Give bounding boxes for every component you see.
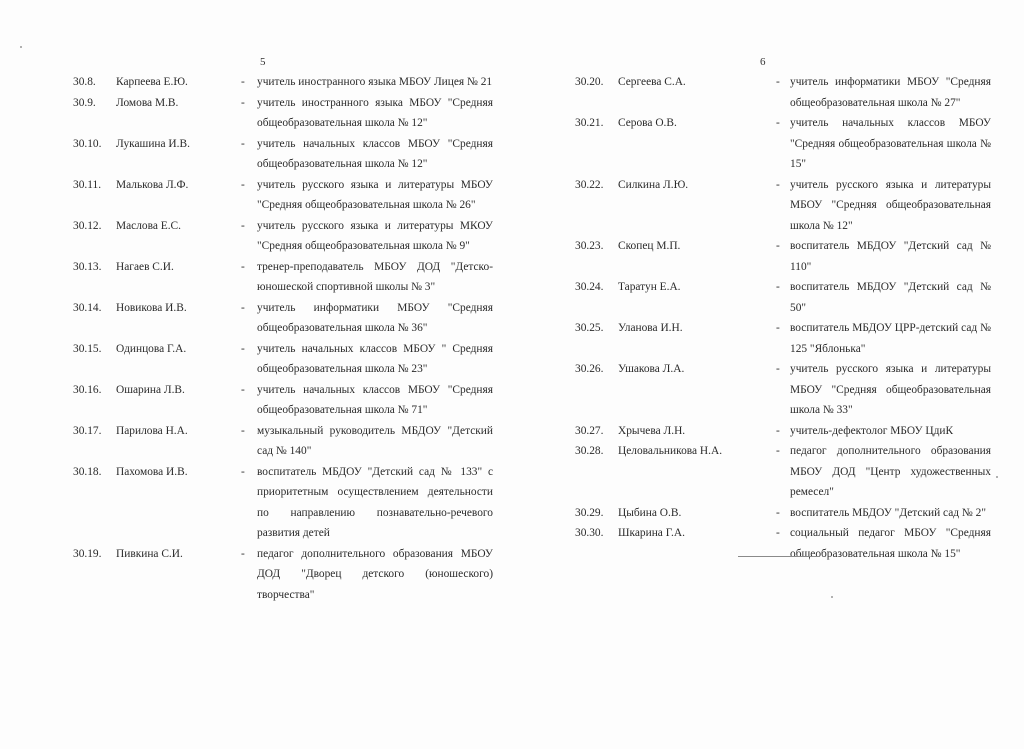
item-number: 30.20. xyxy=(575,76,604,88)
list-item xyxy=(575,277,991,318)
position-description: воспитатель МБДОУ "Детский сад № 133" с приоритетным осуществлением деятельности по направлению познавательно-речевого развития детей xyxy=(257,465,493,539)
item-number: 30.14. xyxy=(73,301,102,314)
dash-separator: - xyxy=(776,445,780,457)
person-name: Карпеева Е.Ю. xyxy=(116,76,188,88)
dash-separator: - xyxy=(776,322,780,334)
list-item xyxy=(73,134,493,175)
person-name: Серова О.В. xyxy=(618,117,677,129)
person-name: Пивкина С.И. xyxy=(116,547,183,560)
position-description: учитель начальных классов МБОУ "Средняя общеобразовательная школа № 71" xyxy=(257,383,493,416)
scan-speck xyxy=(831,596,833,598)
position-description: музыкальный руководитель МБДОУ "Детский сад № 140" xyxy=(257,424,493,457)
list-item xyxy=(73,544,493,606)
dash-separator: - xyxy=(776,240,780,252)
page-number: 5 xyxy=(260,56,266,68)
person-name: Цыбина О.В. xyxy=(618,506,682,519)
end-of-list-rule xyxy=(738,556,820,557)
dash-separator: - xyxy=(241,424,245,437)
person-name: Новикова И.В. xyxy=(116,301,187,314)
list-item xyxy=(575,318,991,359)
person-name: Шкарина Г.А. xyxy=(618,527,685,539)
position-description: педагог дополнительного образования МБОУ ДОД "Центр художественных ремесел" xyxy=(790,445,991,498)
list-item xyxy=(575,523,991,564)
member-list xyxy=(575,72,991,564)
position-description: педагог дополнительного образования МБОУ ДОД "Дворец детского (юношеского) творчества" xyxy=(257,547,493,601)
position-description: воспитатель МБДОУ "Детский сад № 110" xyxy=(790,240,991,273)
list-item xyxy=(73,462,493,544)
dash-separator: - xyxy=(241,547,245,560)
person-name: Целовальникова Н.А. xyxy=(618,445,723,457)
person-name: Лукашина И.В. xyxy=(116,137,190,150)
position-description: воспитатель МБДОУ ЦРР-детский сад № 125 "Яблонька" xyxy=(790,322,991,355)
person-name: Силкина Л.Ю. xyxy=(618,178,689,191)
person-name: Малькова Л.Ф. xyxy=(116,178,189,191)
position-description: учитель иностранного языка МБОУ "Средняя общеобразовательная школа № 12" xyxy=(257,96,493,129)
position-description: учитель информатики МБОУ "Средняя общеобразовательная школа № 27" xyxy=(790,76,991,109)
list-item xyxy=(575,359,991,421)
list-item xyxy=(73,380,493,421)
position-description: учитель русского языка и литературы МБОУ "Средняя общеобразовательная школа № 12" xyxy=(790,178,991,232)
dash-separator: - xyxy=(241,219,245,232)
item-number: 30.30. xyxy=(575,527,604,539)
item-number: 30.12. xyxy=(73,219,102,232)
person-name: Сергеева С.А. xyxy=(618,76,686,88)
dash-separator: - xyxy=(776,424,780,437)
person-name: Ошарина Л.В. xyxy=(116,383,185,396)
dash-separator: - xyxy=(241,178,245,191)
item-number: 30.23. xyxy=(575,240,604,252)
list-item xyxy=(575,441,991,503)
list-item xyxy=(575,72,991,113)
item-number: 30.16. xyxy=(73,383,102,396)
list-item xyxy=(73,257,493,298)
person-name: Ушакова Л.А. xyxy=(618,363,685,375)
item-number: 30.27. xyxy=(575,424,604,437)
item-number: 30.15. xyxy=(73,342,102,355)
dash-separator: - xyxy=(241,465,245,478)
dash-separator: - xyxy=(776,76,780,88)
dash-separator: - xyxy=(241,342,245,355)
list-item xyxy=(575,113,991,175)
dash-separator: - xyxy=(241,76,245,88)
dash-separator: - xyxy=(241,301,245,314)
list-item xyxy=(73,175,493,216)
list-item xyxy=(575,236,991,277)
item-number: 30.28. xyxy=(575,445,604,457)
position-description: учитель иностранного языка МБОУ Лицея № 21 xyxy=(257,76,493,88)
item-number: 30.10. xyxy=(73,137,102,150)
position-description: учитель русского языка и литературы МБОУ "Средняя общеобразовательная школа № 33" xyxy=(790,363,991,416)
item-number: 30.22. xyxy=(575,178,604,191)
page-number: 6 xyxy=(760,56,766,68)
position-description: учитель начальных классов МБОУ "Средняя общеобразовательная школа № 12" xyxy=(257,137,493,170)
item-number: 30.13. xyxy=(73,260,102,273)
scan-speck xyxy=(20,46,22,48)
list-item xyxy=(73,298,493,339)
dash-separator: - xyxy=(241,383,245,396)
list-item xyxy=(73,421,493,462)
item-number: 30.25. xyxy=(575,322,604,334)
position-description: тренер-преподаватель МБОУ ДОД "Детско-юношеской спортивной школы № 3" xyxy=(257,260,493,293)
item-number: 30.24. xyxy=(575,281,604,293)
item-number: 30.11. xyxy=(73,178,102,191)
member-list xyxy=(73,72,493,605)
position-description: воспитатель МБДОУ "Детский сад № 2" xyxy=(790,506,986,519)
dash-separator: - xyxy=(776,178,780,191)
person-name: Одинцова Г.А. xyxy=(116,342,187,355)
dash-separator: - xyxy=(776,506,780,519)
position-description: учитель информатики МБОУ "Средняя общеобразовательная школа № 36" xyxy=(257,301,493,334)
person-name: Пахомова И.В. xyxy=(116,465,188,478)
scan-speck xyxy=(996,476,998,478)
list-item xyxy=(73,339,493,380)
dash-separator: - xyxy=(776,281,780,293)
dash-separator: - xyxy=(776,363,780,375)
position-description: учитель начальных классов МБОУ " Средняя общеобразовательная школа № 23" xyxy=(257,342,493,375)
list-item xyxy=(575,421,991,442)
item-number: 30.26. xyxy=(575,363,604,375)
dash-separator: - xyxy=(776,527,780,539)
person-name: Парилова Н.А. xyxy=(116,424,188,437)
position-description: учитель-дефектолог МБОУ ЦдиК xyxy=(790,424,954,437)
item-number: 30.29. xyxy=(575,506,604,519)
item-number: 30.19. xyxy=(73,547,102,560)
person-name: Таратун Е.А. xyxy=(618,281,681,293)
item-number: 30.18. xyxy=(73,465,102,478)
list-item xyxy=(73,93,493,134)
position-description: учитель русского языка и литературы МБОУ "Средняя общеобразовательная школа № 26" xyxy=(257,178,493,211)
dash-separator: - xyxy=(241,137,245,150)
dash-separator: - xyxy=(241,96,245,109)
dash-separator: - xyxy=(241,260,245,273)
person-name: Скопец М.П. xyxy=(618,240,681,252)
person-name: Хрычева Л.Н. xyxy=(618,424,686,437)
item-number: 30.17. xyxy=(73,424,102,437)
list-item xyxy=(575,503,991,524)
item-number: 30.21. xyxy=(575,117,604,129)
dash-separator: - xyxy=(776,117,780,129)
person-name: Нагаев С.И. xyxy=(116,260,174,273)
position-description: воспитатель МБДОУ "Детский сад № 50" xyxy=(790,281,991,314)
list-item xyxy=(575,175,991,237)
person-name: Маслова Е.С. xyxy=(116,219,182,232)
item-number: 30.8. xyxy=(73,76,96,88)
position-description: социальный педагог МБОУ "Средняя общеобразовательная школа № 15" xyxy=(790,527,991,560)
position-description: учитель начальных классов МБОУ "Средняя общеобразовательная школа № 15" xyxy=(790,117,991,170)
person-name: Уланова И.Н. xyxy=(618,322,683,334)
list-item xyxy=(73,216,493,257)
item-number: 30.9. xyxy=(73,96,96,109)
person-name: Ломова М.В. xyxy=(116,96,179,109)
position-description: учитель русского языка и литературы МКОУ "Средняя общеобразовательная школа № 9" xyxy=(257,219,493,252)
list-item xyxy=(73,72,493,93)
